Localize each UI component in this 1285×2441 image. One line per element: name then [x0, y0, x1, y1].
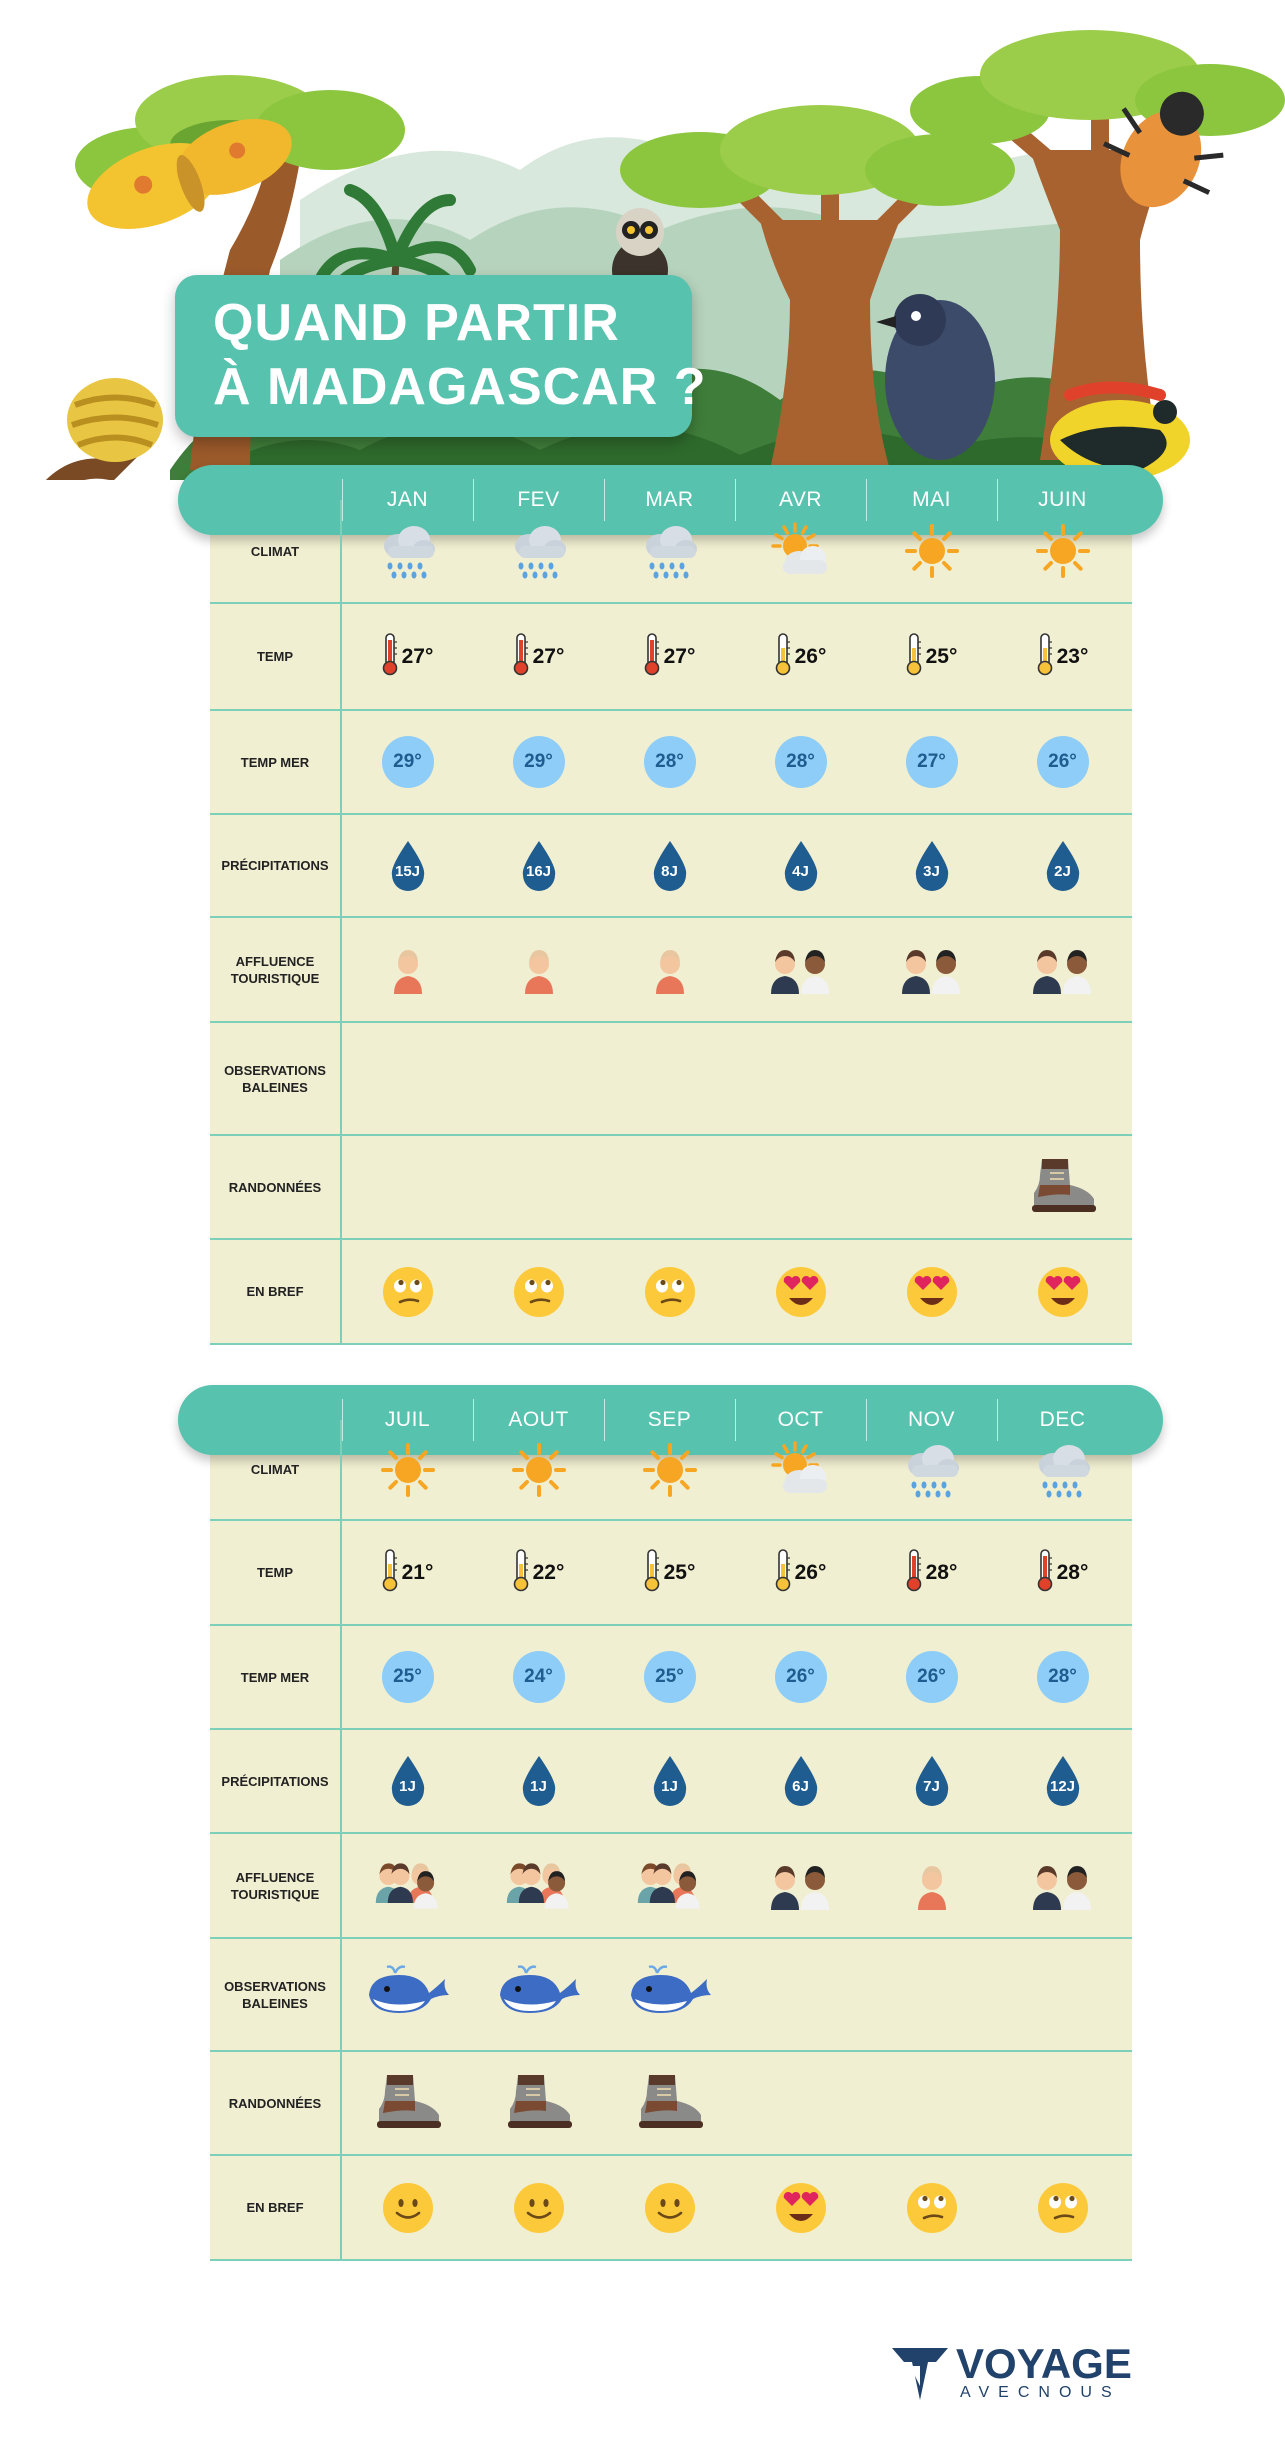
- sea-temperature-cell: [473, 1626, 604, 1728]
- temperature-cell: [473, 604, 604, 709]
- precipitation-cell: [473, 815, 604, 916]
- row-label: OBSERVATIONS BALEINES: [224, 1062, 326, 1095]
- tourist-pair-icon: [997, 1834, 1128, 1937]
- temperature-value: 21°: [401, 1560, 434, 1584]
- rain-days-value: 7J: [923, 1778, 940, 1795]
- row-label: PRÉCIPITATIONS: [221, 858, 329, 873]
- sea-temperature-badge: 28°: [775, 736, 827, 788]
- rain-days-value: 1J: [399, 1778, 416, 1795]
- month-header: FEV: [517, 488, 560, 511]
- sea-temperature-cell: [997, 711, 1128, 813]
- precipitation-cell: [604, 1730, 735, 1832]
- row-whale-watching: [210, 1023, 1132, 1136]
- row-label: EN BREF: [246, 2200, 304, 2215]
- sea-temperature-cell: [342, 1626, 473, 1728]
- rain-days-value: 4J: [792, 862, 809, 880]
- smile-face-icon: [342, 2156, 473, 2259]
- rain-days-value: 2J: [1054, 862, 1071, 880]
- brand-logo[interactable]: [888, 2338, 1132, 2408]
- row-temperature: [210, 604, 1132, 711]
- whale-cell: [473, 1023, 604, 1134]
- rain-drop-icon: [519, 839, 559, 893]
- hiking-cell: [997, 2052, 1128, 2154]
- row-label: PRÉCIPITATIONS: [221, 1773, 329, 1789]
- sea-temperature-badge: 28°: [644, 736, 696, 788]
- sea-temperature-badge: 26°: [775, 1651, 827, 1703]
- hiking-boot-icon: [504, 2071, 574, 2136]
- hiking-cell: [735, 1136, 866, 1238]
- rain-drop-icon: [650, 839, 690, 893]
- hiking-cell: [735, 2052, 866, 2154]
- sea-temperature-badge: 24°: [513, 1651, 565, 1703]
- temperature-cell: [604, 1521, 735, 1624]
- hiking-boot-icon: [1028, 1155, 1098, 1220]
- temperature-cell: [342, 604, 473, 709]
- page-title-line2: À MADAGASCAR ?: [213, 358, 707, 416]
- hiking-boot-icon: [635, 2071, 705, 2136]
- thermometer-icon: [513, 1548, 529, 1597]
- hiking-cell: [473, 1136, 604, 1238]
- row-hiking: [210, 1136, 1132, 1240]
- row-label: EN BREF: [246, 1284, 304, 1299]
- row-label: AFFLUENCE TOURISTIQUE: [230, 1869, 320, 1902]
- rain-drop-icon: [388, 1754, 428, 1808]
- temperature-value: 22°: [532, 1560, 565, 1584]
- month-header: JUIL: [384, 1408, 431, 1431]
- row-label: TEMP: [256, 649, 294, 664]
- logo-text: VOYAGE: [956, 2340, 1132, 2387]
- temperature-cell: [604, 604, 735, 709]
- rain-cloud-icon: [997, 1420, 1128, 1519]
- sea-temperature-cell: [342, 711, 473, 813]
- row-label: TEMP MER: [240, 1669, 310, 1685]
- sea-temperature-cell: [866, 711, 997, 813]
- rain-drop-icon: [781, 839, 821, 893]
- hiking-cell: [866, 1136, 997, 1238]
- row-label: OBSERVATIONS BALEINES: [224, 1978, 326, 2011]
- sea-temperature-cell: [866, 1626, 997, 1728]
- hiking-cell: [473, 2052, 604, 2154]
- rain-days-value: 6J: [792, 1778, 809, 1795]
- tourist-pair-icon: [997, 918, 1128, 1021]
- temperature-cell: [735, 604, 866, 709]
- row-precipitation: [210, 815, 1132, 918]
- single-tourist-icon: [866, 1834, 997, 1937]
- sea-temperature-badge: 29°: [382, 736, 434, 788]
- temperature-cell: [473, 1521, 604, 1624]
- thermometer-icon: [382, 632, 398, 681]
- sea-temperature-badge: 25°: [382, 1651, 434, 1703]
- precipitation-cell: [735, 1730, 866, 1832]
- sea-temperature-cell: [735, 711, 866, 813]
- tourist-pair-icon: [735, 918, 866, 1021]
- whale-cell: [735, 1939, 866, 2050]
- tourist-crowd-icon: [342, 1834, 473, 1937]
- temperature-cell: [866, 1521, 997, 1624]
- hiking-cell: [604, 1136, 735, 1238]
- precipitation-cell: [866, 1730, 997, 1832]
- month-header: AOUT: [508, 1408, 569, 1431]
- whale-cell: [866, 1939, 997, 2050]
- logo-mark-icon: [888, 2342, 952, 2406]
- row-label: RANDONNÉES: [228, 2095, 322, 2111]
- month-header: MAI: [912, 488, 951, 511]
- row-climate: [210, 500, 1132, 604]
- month-header: DEC: [1039, 1408, 1086, 1431]
- rain-drop-icon: [912, 1754, 952, 1808]
- thermometer-icon: [775, 1548, 791, 1597]
- rain-days-value: 12J: [1049, 1778, 1076, 1795]
- temperature-cell: [997, 604, 1128, 709]
- sea-temperature-cell: [604, 1626, 735, 1728]
- eye-roll-face-icon: [997, 2156, 1128, 2259]
- row-tourist-affluence: [210, 918, 1132, 1023]
- whale-cell: [342, 1023, 473, 1134]
- rain-days-value: 16J: [525, 862, 552, 880]
- sea-temperature-cell: [997, 1626, 1128, 1728]
- whale-cell: [342, 1939, 473, 2050]
- row-tourist-affluence: [210, 1834, 1132, 1939]
- whale-cell: [866, 1023, 997, 1134]
- tourist-crowd-icon: [604, 1834, 735, 1937]
- temperature-value: 25°: [663, 1560, 696, 1584]
- hiking-cell: [342, 2052, 473, 2154]
- month-header: MAR: [645, 488, 694, 511]
- temperature-cell: [735, 1521, 866, 1624]
- row-climate: [210, 1420, 1132, 1521]
- single-tourist-icon: [473, 918, 604, 1021]
- rain-days-value: 3J: [923, 862, 940, 880]
- temperature-cell: [866, 604, 997, 709]
- thermometer-icon: [513, 632, 529, 681]
- month-header: AVR: [778, 488, 823, 511]
- temperature-cell: [997, 1521, 1128, 1624]
- hiking-boot-icon: [373, 2071, 443, 2136]
- rain-cloud-icon: [866, 1420, 997, 1519]
- rain-cloud-icon: [342, 500, 473, 602]
- heart-eyes-face-icon: [997, 1240, 1128, 1343]
- temperature-value: 27°: [532, 644, 565, 668]
- rain-cloud-icon: [473, 500, 604, 602]
- rain-drop-icon: [519, 1754, 559, 1808]
- rain-days-value: 1J: [661, 1778, 678, 1795]
- single-tourist-icon: [604, 918, 735, 1021]
- thermometer-icon: [906, 1548, 922, 1597]
- sun-icon: [866, 500, 997, 602]
- temperature-cell: [342, 1521, 473, 1624]
- whale-cell: [473, 1939, 604, 2050]
- sun-behind-cloud-icon: [735, 1420, 866, 1519]
- precipitation-cell: [866, 815, 997, 916]
- thermometer-icon: [644, 632, 660, 681]
- rain-days-value: 8J: [661, 862, 678, 880]
- smile-face-icon: [473, 2156, 604, 2259]
- temperature-value: 25°: [925, 644, 958, 668]
- precipitation-cell: [342, 815, 473, 916]
- rain-drop-icon: [1043, 1754, 1083, 1808]
- precipitation-cell: [473, 1730, 604, 1832]
- thermometer-icon: [382, 1548, 398, 1597]
- precipitation-cell: [997, 815, 1128, 916]
- month-header: OCT: [777, 1408, 824, 1431]
- sun-behind-cloud-icon: [735, 500, 866, 602]
- rain-drop-icon: [1043, 839, 1083, 893]
- temperature-value: 27°: [401, 644, 434, 668]
- whale-icon: [627, 1965, 713, 2024]
- row-label: TEMP: [256, 1565, 294, 1580]
- whale-cell: [604, 1023, 735, 1134]
- whale-icon: [496, 1965, 582, 2024]
- eye-roll-face-icon: [342, 1240, 473, 1343]
- temperature-value: 28°: [925, 1560, 958, 1584]
- sun-icon: [997, 500, 1128, 602]
- sea-temperature-cell: [604, 711, 735, 813]
- whale-cell: [604, 1939, 735, 2050]
- temperature-value: 26°: [794, 1560, 827, 1584]
- temperature-value: 26°: [794, 644, 827, 668]
- row-sea-temperature: [210, 711, 1132, 815]
- temperature-value: 23°: [1056, 644, 1089, 668]
- precipitation-cell: [735, 815, 866, 916]
- whale-cell: [997, 1023, 1128, 1134]
- month-header: SEP: [647, 1408, 692, 1431]
- precipitation-cell: [342, 1730, 473, 1832]
- precipitation-cell: [604, 815, 735, 916]
- precipitation-cell: [997, 1730, 1128, 1832]
- row-hiking: [210, 2052, 1132, 2156]
- heart-eyes-face-icon: [735, 2156, 866, 2259]
- row-label: RANDONNÉES: [228, 1179, 322, 1195]
- row-label: CLIMAT: [250, 543, 300, 559]
- heart-eyes-face-icon: [735, 1240, 866, 1343]
- sea-temperature-cell: [473, 711, 604, 813]
- hiking-cell: [604, 2052, 735, 2154]
- hiking-cell: [342, 1136, 473, 1238]
- row-whale-watching: [210, 1939, 1132, 2052]
- eye-roll-face-icon: [604, 1240, 735, 1343]
- sea-temperature-badge: 28°: [1037, 1651, 1089, 1703]
- row-temperature: [210, 1521, 1132, 1626]
- hiking-cell: [866, 2052, 997, 2154]
- sea-temperature-badge: 27°: [906, 736, 958, 788]
- sun-icon: [342, 1420, 473, 1519]
- whale-cell: [997, 1939, 1128, 2050]
- whale-icon: [365, 1965, 451, 2024]
- row-label: CLIMAT: [250, 1462, 300, 1477]
- single-tourist-icon: [342, 918, 473, 1021]
- temperature-value: 28°: [1056, 1560, 1089, 1584]
- heart-eyes-face-icon: [866, 1240, 997, 1343]
- smile-face-icon: [604, 2156, 735, 2259]
- thermometer-icon: [644, 1548, 660, 1597]
- eye-roll-face-icon: [866, 2156, 997, 2259]
- tourist-pair-icon: [866, 918, 997, 1021]
- sea-temperature-badge: 25°: [644, 1651, 696, 1703]
- page-title-line1: QUAND PARTIR: [213, 294, 620, 352]
- row-label: AFFLUENCE TOURISTIQUE: [230, 953, 320, 986]
- logo-subtext: AVECNOUS: [960, 2384, 1121, 2401]
- row-sea-temperature: [210, 1626, 1132, 1730]
- thermometer-icon: [906, 632, 922, 681]
- rain-cloud-icon: [604, 500, 735, 602]
- row-summary: [210, 1240, 1132, 1345]
- row-precipitation: [210, 1730, 1132, 1834]
- thermometer-icon: [1037, 632, 1053, 681]
- rain-drop-icon: [781, 1754, 821, 1808]
- month-header: JAN: [386, 488, 429, 511]
- rain-days-value: 15J: [394, 862, 421, 880]
- month-header: NOV: [907, 1408, 955, 1431]
- temperature-value: 27°: [663, 644, 696, 668]
- whale-cell: [735, 1023, 866, 1134]
- tourist-crowd-icon: [473, 1834, 604, 1937]
- row-label: TEMP MER: [240, 754, 310, 770]
- rain-days-value: 1J: [530, 1778, 547, 1795]
- sea-temperature-cell: [735, 1626, 866, 1728]
- rain-drop-icon: [388, 839, 428, 893]
- row-summary: [210, 2156, 1132, 2261]
- thermometer-icon: [775, 632, 791, 681]
- sea-temperature-badge: 29°: [513, 736, 565, 788]
- tourist-pair-icon: [735, 1834, 866, 1937]
- hiking-cell: [997, 1136, 1128, 1238]
- eye-roll-face-icon: [473, 1240, 604, 1343]
- sea-temperature-badge: 26°: [1037, 736, 1089, 788]
- sea-temperature-badge: 26°: [906, 1651, 958, 1703]
- title-banner: [175, 275, 707, 437]
- thermometer-icon: [1037, 1548, 1053, 1597]
- sun-icon: [473, 1420, 604, 1519]
- sun-icon: [604, 1420, 735, 1519]
- month-header: JUIN: [1038, 488, 1087, 511]
- rain-drop-icon: [650, 1754, 690, 1808]
- rain-drop-icon: [912, 839, 952, 893]
